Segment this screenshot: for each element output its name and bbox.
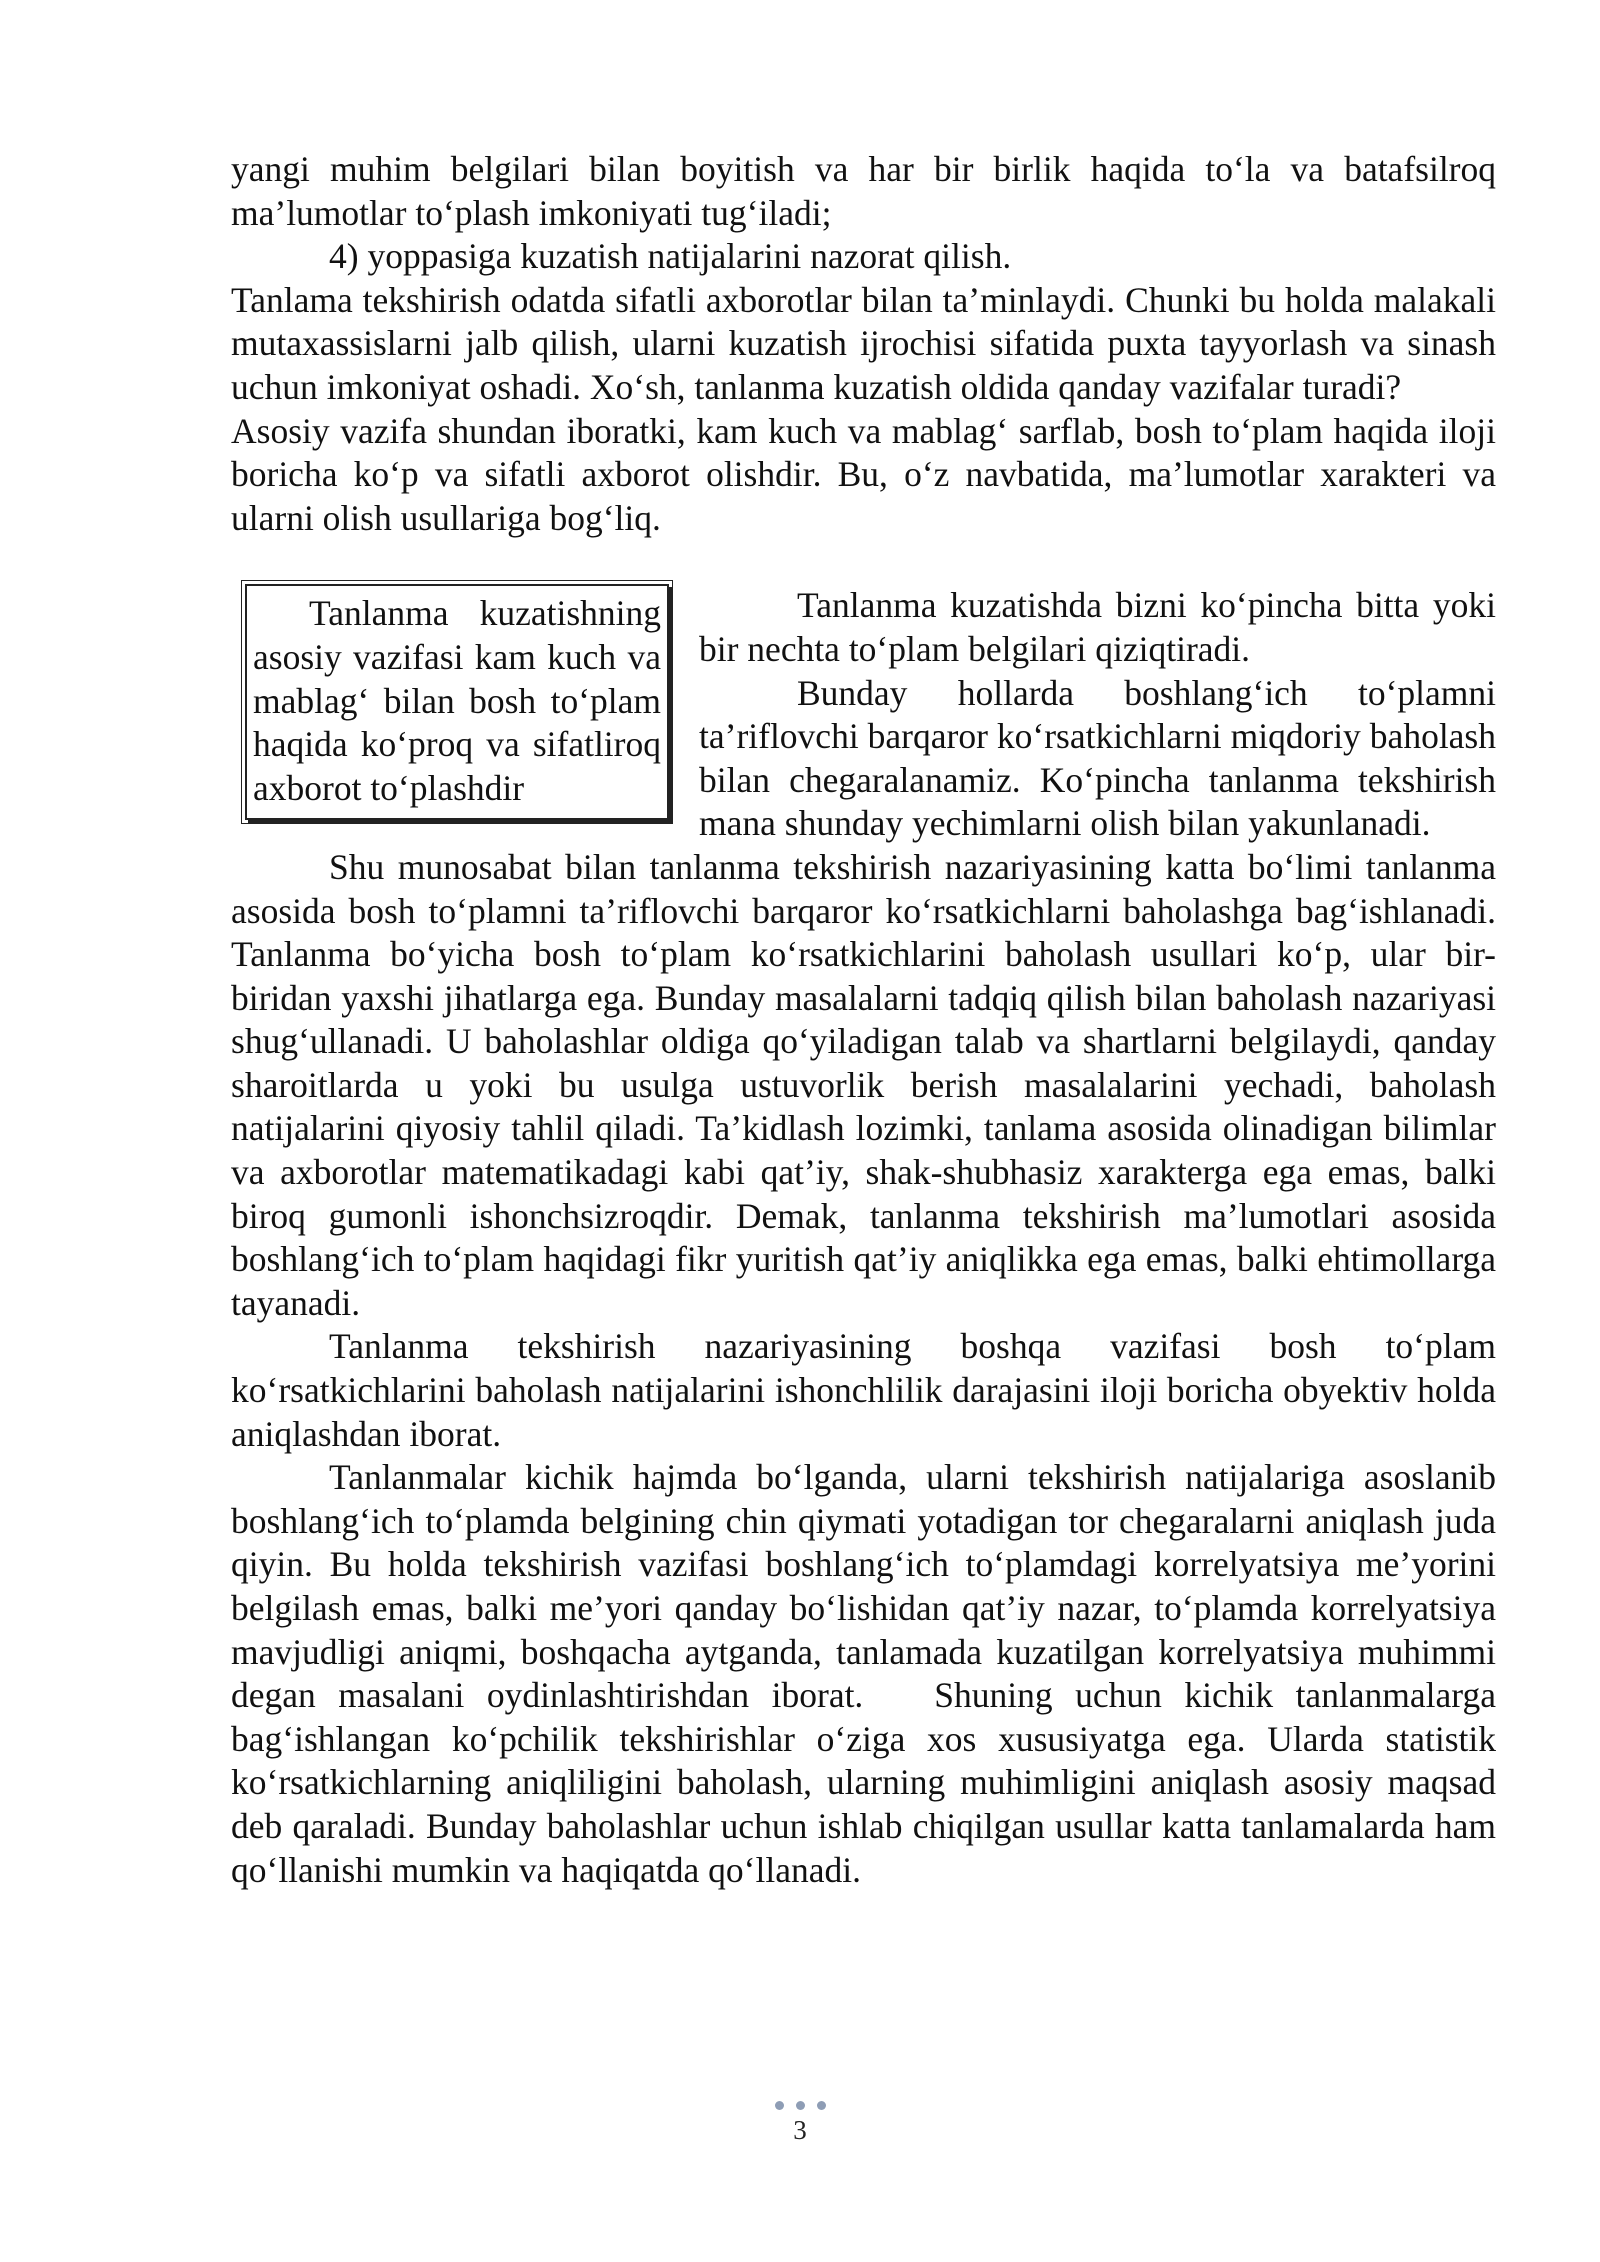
page-body <box>231 148 1496 1892</box>
boxed-note-text: Tanlanma kuzatishning asosiy vazifasi kam kuch va mablag‘ bilan bosh to‘plam haqida ko‘proq va sifatliroq axborot to‘plashdir <box>253 593 661 808</box>
boxed-note <box>245 584 669 820</box>
list-item-4: 4) yoppasiga kuzatish natijalarini nazorat qilish. <box>329 236 1012 277</box>
paragraph-small-samples: Tanlanmalar kichik hajmda bo‘lganda, ularni tekshirish natijalariga asoslanib boshlang‘ich to‘plamda belgining chin qiymati yotadigan tor chegaralarni aniqlash juda qiyin. Bu holda tekshirish vazifasi boshlang‘ich to‘plamdagi korrelyatsiya me’yorini belgilash emas, balki me’yori qanday bo‘lishidan qat’iy nazar, to‘plamda korrelyatsiya mavjudligi aniqmi, boshqacha aytganda, tanlamada kuzatilgan korrelyatsiya muhimmi degan masalani oydinlashtirishdan iborat. Shuning uchun kichik tanlanmalarga bag‘ishlangan ko‘pchilik tekshirishlar o‘ziga xos xususiyatga ega. Ularda statistik ko‘rsatkichlarning aniqliligini baholash, ularning muhimligini aniqlash asosiy maqsad deb qaraladi. Bunday baholashlar uchun ishlab chiqilgan usullar katta tanlamalarda ham qo‘llanishi mumkin va haqiqatda qo‘llanadi. <box>231 1457 1496 1890</box>
dot <box>796 2101 805 2110</box>
paragraph-main-task: Asosiy vazifa shundan iboratki, kam kuch va mablag‘ sarflab, bosh to‘plam haqida iloji boricha ko‘p va sifatli axborot olishdir. Bu, o‘z navbatida, ma’lumotlar xarakteri va ularni olish usullariga bog‘liq. <box>231 410 1496 538</box>
paragraph-beside-box-2: Bunday hollarda boshlang‘ich to‘plamni ta’riflovchi barqaror ko‘rsatkichlarni miqdoriy baholash bilan chegaralanamiz. Ko‘pincha tanlanma tekshirish mana shunday yechimlarni olish bilan yakunlanadi. <box>699 672 1496 844</box>
paragraph-continuation: yangi muhim belgilari bilan boyitish va har bir birlik haqida to‘la va batafsilroq ma’lumotlar to‘plash imkoniyati tug‘iladi; <box>231 149 1496 233</box>
page-footer <box>0 2098 1600 2146</box>
footer-dots-icon <box>0 2098 1600 2112</box>
paragraph-sampling-quality: Tanlama tekshirish odatda sifatli axborotlar bilan ta’minlaydi. Chunki bu holda malakali mutaxassislarni jalb qilish, ularni kuzatish ijrochisi sifatida puxta tayyorlash va sinash uchun imkoniyat oshadi. Xo‘sh, tanlanma kuzatish oldida qanday vazifalar turadi? <box>231 279 1496 407</box>
dot <box>817 2101 826 2110</box>
spacer <box>231 540 1496 584</box>
dot <box>775 2101 784 2110</box>
page-number: 3 <box>793 2115 807 2145</box>
paragraph-reliability: Tanlanma tekshirish nazariyasining boshqa vazifasi bosh to‘plam ko‘rsatkichlarini baholash natijalarini ishonchlilik darajasini iloji boricha obyektiv holda aniqlashdan iborat. <box>231 1326 1496 1454</box>
paragraph-estimation-theory: Shu munosabat bilan tanlanma tekshirish nazariyasining katta bo‘limi tanlanma asosida bosh to‘plamni ta’riflovchi barqaror ko‘rsatkichlarni baholashga bag‘ishlanadi. Tanlanma bo‘yicha bosh to‘plam ko‘rsatkichlarini baholash usullari ko‘p, ular bir-biridan yaxshi jihatlarga ega. Bunday masalalarni tadqiq qilish bilan baholash nazariyasi shug‘ullanadi. U baholashlar oldiga qo‘yiladigan talab va shartlarni belgilaydi, qanday sharoitlarda u yoki bu usulga ustuvorlik berish masalalarini yechadi, baholash natijalarini qiyosiy tahlil qiladi. Ta’kidlash lozimki, tanlama asosida olinadigan bilimlar va axborotlar matematikadagi kabi qat’iy, shak-shubhasiz xarakterga ega emas, balki biroq gumonli ishonchsizroqdir. Demak, tanlanma tekshirish ma’lumotlari asosida boshlang‘ich to‘plam haqidagi fikr yuritish qat’iy aniqlikka ega emas, balki ehtimollarga tayanadi. <box>231 846 1496 1323</box>
paragraph-beside-box-1: Tanlanma kuzatishda bizni ko‘pincha bitta yoki bir nechta to‘plam belgilari qiziqtiradi. <box>699 585 1496 669</box>
